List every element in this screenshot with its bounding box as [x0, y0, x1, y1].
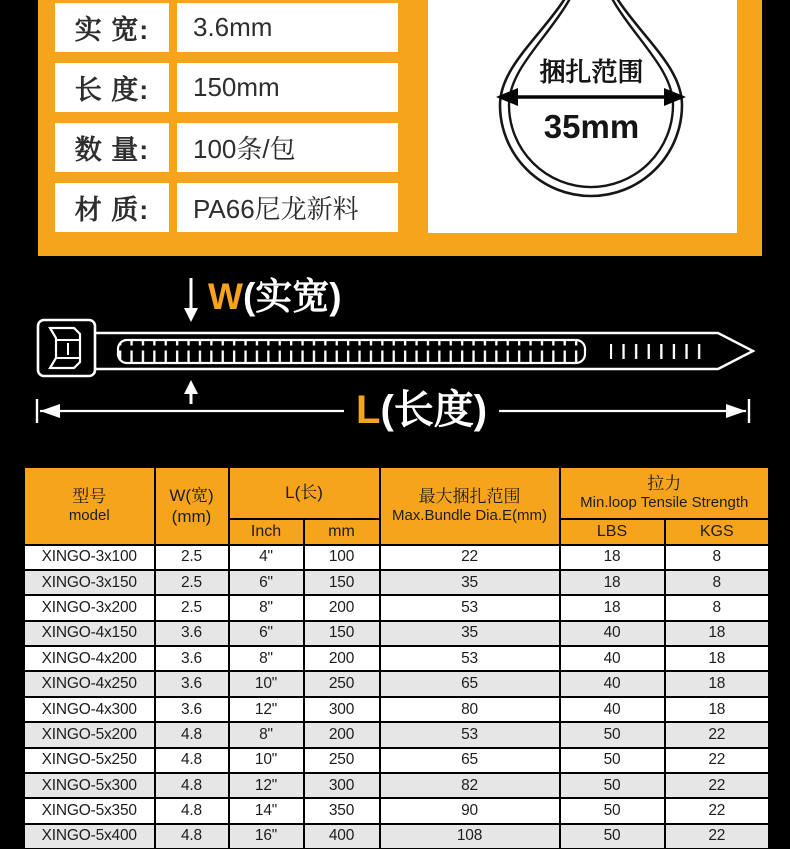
table-row [24, 595, 770, 620]
spec-value-width: 3.6mm [177, 3, 398, 52]
tie-teeth-band [118, 340, 585, 363]
table-cell: 150 [304, 621, 380, 646]
spec-label-width: 实 宽: [55, 3, 169, 52]
header-length-label: L(长) [285, 483, 323, 503]
table-cell: 100 [304, 545, 380, 570]
table-cell: 200 [304, 722, 380, 747]
table-cell: 50 [560, 798, 665, 823]
bundle-range-diagram [428, 0, 737, 233]
table-cell: 8" [229, 646, 304, 671]
table-cell: 65 [380, 671, 560, 696]
width-label-letter: W [208, 276, 243, 317]
table-cell: 4" [229, 545, 304, 570]
table-cell: XINGO-4x200 [24, 646, 155, 671]
table-cell: 108 [380, 824, 560, 849]
header-bundle [380, 467, 560, 545]
table-row [24, 798, 770, 823]
table-row [24, 671, 770, 696]
table-cell: 90 [380, 798, 560, 823]
table-cell: 8" [229, 595, 304, 620]
table-cell: XINGO-5x250 [24, 748, 155, 773]
header-model-zh: 型号 [72, 486, 107, 506]
table-cell: 18 [560, 595, 665, 620]
spec-value-quantity: 100条/包 [177, 123, 398, 172]
table-cell: 250 [304, 671, 380, 696]
table-cell: 3.6 [155, 621, 229, 646]
top-spec-section [0, 0, 790, 256]
table-cell: 300 [304, 697, 380, 722]
table-cell: 3.6 [155, 671, 229, 696]
table-cell: XINGO-5x350 [24, 798, 155, 823]
table-cell: 40 [560, 646, 665, 671]
table-cell: XINGO-3x100 [24, 545, 155, 570]
table-cell: 12" [229, 773, 304, 798]
table-row [24, 722, 770, 747]
table-row [24, 646, 770, 671]
table-row [24, 773, 770, 798]
cable-tie-diagram [0, 256, 790, 462]
table-cell: 22 [665, 773, 770, 798]
table-cell: 2.5 [155, 545, 229, 570]
table-cell: 65 [380, 748, 560, 773]
table-cell: 6" [229, 621, 304, 646]
table-cell: 40 [560, 697, 665, 722]
table-cell: 22 [665, 824, 770, 849]
table-cell: 3.6 [155, 697, 229, 722]
tie-tail-teeth [610, 344, 702, 359]
table-cell: XINGO-4x300 [24, 697, 155, 722]
bundle-range-value: 35mm [543, 108, 640, 145]
table-cell: 35 [380, 621, 560, 646]
header-kgs: KGS [665, 519, 770, 545]
table-cell: 8 [665, 545, 770, 570]
table-row [24, 621, 770, 646]
table-cell: 82 [380, 773, 560, 798]
table-row [24, 697, 770, 722]
width-arrow-up-icon [184, 380, 198, 404]
table-cell: XINGO-5x300 [24, 773, 155, 798]
table-cell: XINGO-5x400 [24, 824, 155, 849]
header-width-line2: (mm) [171, 506, 212, 526]
table-row [24, 824, 770, 849]
header-tensile-en: Min.loop Tensile Strength [580, 494, 749, 511]
header-tensile [560, 467, 770, 519]
table-cell: XINGO-3x150 [24, 570, 155, 595]
table-cell: 16" [229, 824, 304, 849]
header-width [155, 467, 229, 545]
spec-table [22, 465, 771, 849]
table-row [24, 545, 770, 570]
table-cell: 4.8 [155, 748, 229, 773]
table-cell: 10" [229, 748, 304, 773]
header-bundle-en: Max.Bundle Dia.E(mm) [391, 507, 548, 524]
header-mm: mm [304, 519, 380, 545]
table-cell: 6" [229, 570, 304, 595]
width-label-text: (实宽) [242, 276, 342, 317]
spec-table-header [24, 467, 770, 545]
table-cell: 14" [229, 798, 304, 823]
spec-table-body [24, 545, 770, 849]
table-cell: 18 [665, 671, 770, 696]
header-model-en: model [68, 507, 110, 524]
spec-label-quantity: 数 量: [55, 123, 169, 172]
table-cell: 4.8 [155, 824, 229, 849]
table-cell: 4.8 [155, 773, 229, 798]
table-cell: 12" [229, 697, 304, 722]
table-cell: 200 [304, 646, 380, 671]
width-arrow-down-icon [184, 278, 198, 322]
length-label-text: (长度) [380, 388, 488, 432]
table-cell: XINGO-5x200 [24, 722, 155, 747]
table-cell: 22 [665, 722, 770, 747]
table-cell: 40 [560, 621, 665, 646]
table-cell: 3.6 [155, 646, 229, 671]
header-tensile-zh: 拉力 [647, 473, 682, 493]
table-cell: 300 [304, 773, 380, 798]
spec-value-length: 150mm [177, 63, 398, 112]
table-cell: 2.5 [155, 595, 229, 620]
table-cell: 350 [304, 798, 380, 823]
table-row [24, 748, 770, 773]
orange-frame [38, 0, 762, 256]
table-cell: 50 [560, 722, 665, 747]
table-cell: 22 [665, 748, 770, 773]
table-cell: 2.5 [155, 570, 229, 595]
table-cell: 50 [560, 773, 665, 798]
table-cell: 8 [665, 570, 770, 595]
header-model [24, 467, 155, 545]
table-cell: 35 [380, 570, 560, 595]
spec-label-material: 材 质: [55, 183, 169, 232]
table-cell: XINGO-3x200 [24, 595, 155, 620]
table-cell: XINGO-4x250 [24, 671, 155, 696]
table-cell: 80 [380, 697, 560, 722]
table-cell: 4.8 [155, 798, 229, 823]
table-cell: 18 [560, 545, 665, 570]
header-length [229, 467, 380, 519]
table-cell: 8 [665, 595, 770, 620]
table-cell: 150 [304, 570, 380, 595]
header-bundle-zh: 最大捆扎范围 [418, 486, 521, 506]
double-arrow-icon [496, 88, 686, 106]
table-cell: 50 [560, 824, 665, 849]
spec-value-material: PA66尼龙新料 [177, 183, 398, 232]
table-cell: 50 [560, 748, 665, 773]
table-cell: 18 [665, 697, 770, 722]
table-cell: 40 [560, 671, 665, 696]
table-cell: 22 [380, 545, 560, 570]
table-cell: 53 [380, 595, 560, 620]
table-cell: 10" [229, 671, 304, 696]
table-cell: 53 [380, 722, 560, 747]
table-cell: 4.8 [155, 722, 229, 747]
table-cell: 8" [229, 722, 304, 747]
spec-label-length: 长 度: [55, 63, 169, 112]
header-lbs: LBS [560, 519, 665, 545]
table-cell: 400 [304, 824, 380, 849]
table-cell: 18 [560, 570, 665, 595]
table-cell: 200 [304, 595, 380, 620]
width-label [208, 278, 342, 315]
length-label-letter: L [356, 388, 381, 432]
spec-table-section [0, 462, 790, 849]
header-width-line1: W(宽) [169, 485, 214, 505]
table-cell: XINGO-4x150 [24, 621, 155, 646]
table-cell: 22 [665, 798, 770, 823]
table-cell: 18 [665, 621, 770, 646]
table-cell: 250 [304, 748, 380, 773]
header-inch: Inch [229, 519, 304, 545]
length-label [344, 388, 499, 436]
tie-head-lock [50, 328, 80, 368]
bundle-range-label: 捆扎范围 [539, 57, 644, 87]
table-cell: 53 [380, 646, 560, 671]
table-cell: 18 [665, 646, 770, 671]
table-row [24, 570, 770, 595]
